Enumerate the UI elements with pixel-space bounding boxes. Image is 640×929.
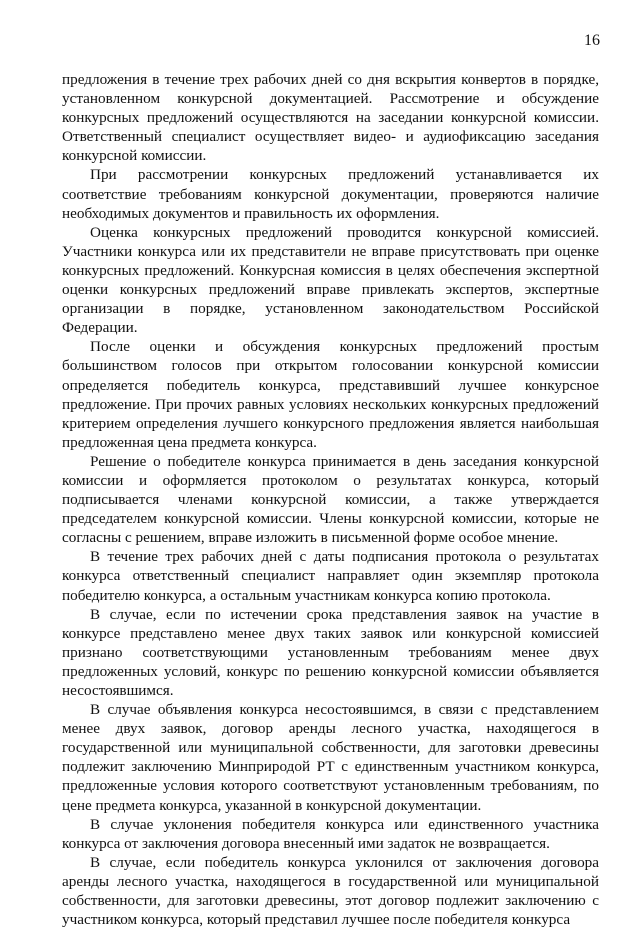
paragraph: При рассмотрении конкурсных предложений устанавливается их соответствие требованиям конкурсной документации, проверяются наличие необходимых документов и правильность их оформления. xyxy=(62,166,599,222)
paragraph: В случае, если по истечении срока представления заявок на участие в конкурсе представлено менее двух таких заявок или конкурсной комиссией признано соответствующими установленным требованиям менее двух предложенных условий, конкурс по решению конкурсной комиссии объявляется несостоявшимся. xyxy=(62,605,599,699)
paragraph: Оценка конкурсных предложений проводится конкурсной комиссией. Участники конкурса или их представители не вправе присутствовать при оценке конкурсных предложений. Конкурсная комиссия в целях обеспечения экспертной оценки конкурсных предложений вправе привлекать экспертов, экспертные организации в порядке, установленном законодательством Российской Федерации. xyxy=(62,223,599,337)
paragraph-continued: предложения в течение трех рабочих дней со дня вскрытия конвертов в порядке, установленном конкурсной документацией. Рассмотрение и обсуждение конкурсных предложений осуществляются на заседании конкурсной комиссии. Ответственный специалист осуществляет видео- и аудиофиксацию заседания конкурсной комиссии. xyxy=(62,71,599,165)
document-body xyxy=(62,70,599,929)
paragraph: В случае, если победитель конкурса уклонился от заключения договора аренды лесного участка, находящегося в государственной или муниципальной собственности, для заготовки древесины, этот договор подлежит заключению с участником конкурса, который представил лучшее после победителя конкурса xyxy=(62,853,599,929)
paragraph: В течение трех рабочих дней с даты подписания протокола о результатах конкурса ответственный специалист направляет один экземпляр протокола победителю конкурса, а остальным участникам конкурса копию протокола. xyxy=(62,548,599,604)
paragraph: В случае уклонения победителя конкурса или единственного участника конкурса от заключения договора внесенный ими задаток не возвращается. xyxy=(62,815,599,852)
paragraph: В случае объявления конкурса несостоявшимся, в связи с представлением менее двух заявок, договор аренды лесного участка, находящегося в государственной или муниципальной собственности, для заготовки древесины подлежит заключению Минприродой РТ с единственным участником конкурса, предложенные условия которого соответствуют установленным требованиям, по цене предмета конкурса, указанной в конкурсной документации. xyxy=(62,701,599,814)
paragraph: После оценки и обсуждения конкурсных предложений простым большинством голосов при открытом голосовании конкурсной комиссии определяется победитель конкурса, представивший лучшее конкурсное предложение. При прочих равных условиях нескольких конкурсных предложений критерием определения лучшего конкурсного предложения является наибольшая предложенная цена предмета конкурса. xyxy=(62,338,599,451)
page-number: 16 xyxy=(584,32,600,49)
paragraph: Решение о победителе конкурса принимается в день заседания конкурсной комиссии и оформляется протоколом о результатах конкурса, который подписывается членами конкурсной комиссии, а также утверждается председателем конкурсной комиссии. Члены конкурсной комиссии, которые не согласны с решением, вправе изложить в письменной форме особое мнение. xyxy=(62,452,599,547)
